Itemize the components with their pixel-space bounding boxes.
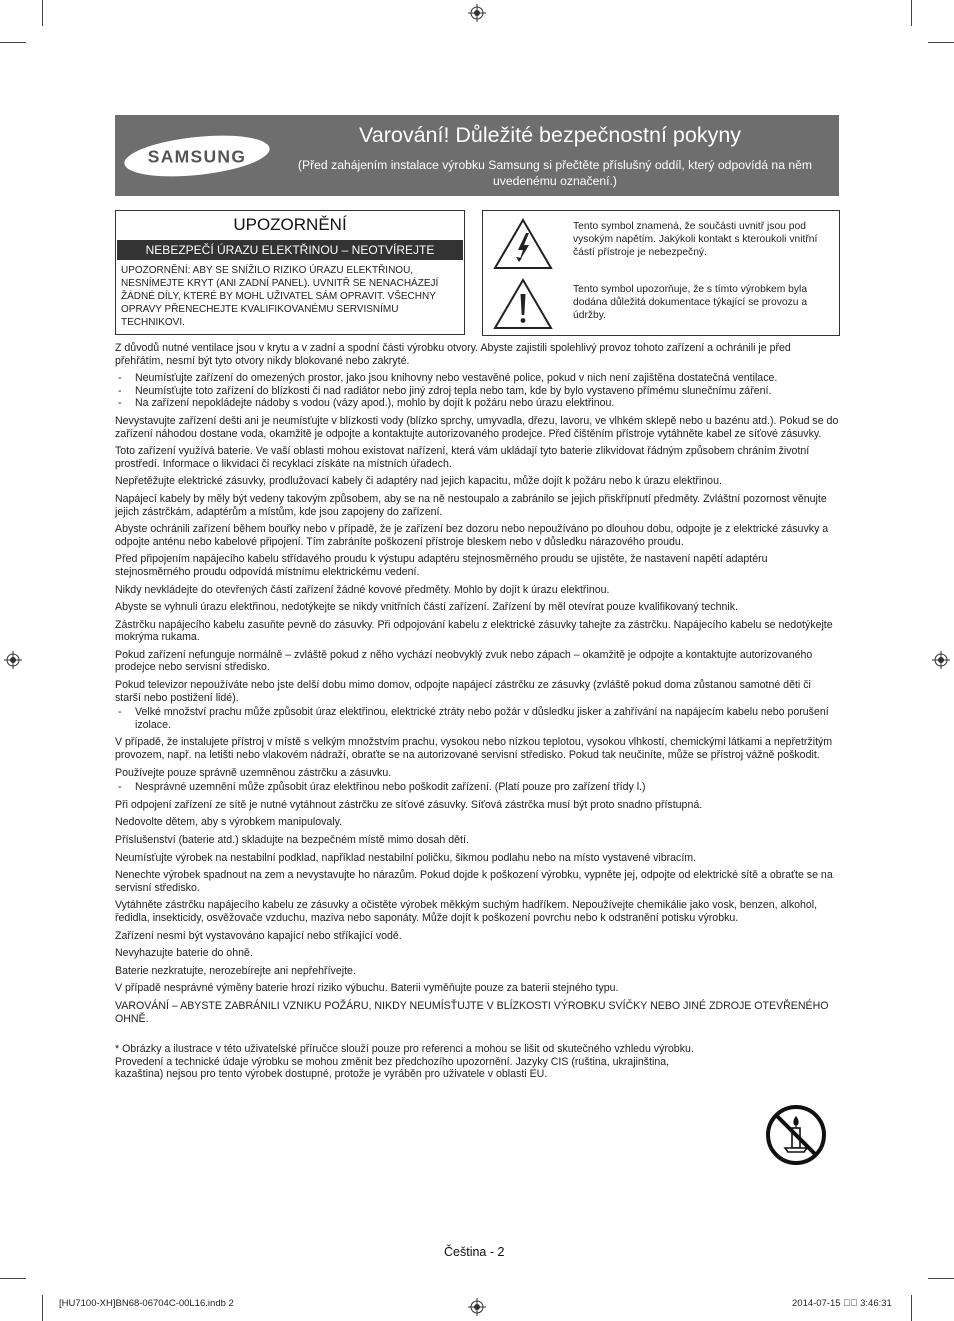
paragraph: Vytáhněte zástrčku napájecího kabelu ze zásuvky a očistěte výrobek měkkým suchým hadříkem. Nepoužívejte chemikálie jako vosk, benzen, alkohol, ředidla, insekticidy, osvěžovače vzduchu, maziva nebo saponáty. Může dojít k poškození povrchu nebo k odstranění potisku výrobku.	[115, 899, 818, 924]
header-banner	[115, 115, 839, 196]
paragraph: Příslušenství (baterie atd.) skladujte na bezpečném místě mimo dosah dětí.	[115, 834, 469, 846]
caution-subtitle: NEBEZPEČÍ ÚRAZU ELEKTŘINOU – NEOTVÍREJTE	[117, 240, 463, 260]
crop-mark	[928, 1278, 954, 1279]
crop-mark	[42, 1295, 43, 1321]
paragraph: Toto zařízení využívá baterie. Ve vaší oblasti mohou existovat nařízení, která vám ukládají tyto baterie zlikvidovat řádným způsobem chráním životní prostředí. Informace o likvidaci či recyklaci získáte na místních úřadech.	[115, 445, 810, 470]
paragraph: Z důvodů nutné ventilace jsou v krytu a v zadní a spodní části výrobku otvory. Abyste zajistili spolehlivý provoz tohoto zařízení a ochránili je před přehřátím, nesmí být tyto otvory nikdy blokované nebo zakryté.	[115, 342, 791, 367]
registration-mark-icon	[4, 651, 22, 669]
paragraph: Zařízení nesmí být vystavováno kapající nebo stříkající vodě.	[115, 929, 402, 942]
paragraph: Nenechte výrobek spadnout na zem a nevystavujte ho nárazům. Pokud dojde k poškození výrobku, vypněte jej, odpojte od elektrické sítě a obraťte se na servisní středisko.	[115, 869, 833, 894]
crop-mark	[911, 0, 912, 26]
page-subtitle: (Před zahájením instalace výrobku Samsung si přečtěte příslušný oddíl, který odpovídá na něm uvedenému označení.)	[297, 158, 813, 188]
registration-mark-icon	[932, 651, 950, 669]
caution-box	[115, 210, 465, 335]
page-number: Čeština - 2	[444, 1245, 505, 1259]
crop-mark	[0, 1278, 26, 1279]
paragraph: V případě, že instalujete přístroj v místě s velkým množstvím prachu, vysokou nebo nízkou teplotou, vysokou vlhkostí, chemickými látkami a nepřetržitým provozem, např. na letišti nebo vlakovém nádraží, obraťte se na autorizované servisní středisko. Pokud tak neučiníte, může se přístroj vážně poškodit.	[115, 736, 833, 762]
paragraph: Nepřetěžujte elektrické zásuvky, prodlužovací kabely či adaptéry nad jejich kapacitu, může dojít k požáru nebo k úrazu elektřinou.	[115, 475, 722, 488]
paragraph: Napájecí kabely by měly být vedeny takovým způsobem, aby se na ně nestoupalo a zabránilo se jejich přiskřípnutí předměty. Zvláštní pozornost věnujte jejich zástrčkám, adaptérům a místům, kde jsou zapojeny do zařízení.	[115, 492, 827, 518]
paragraph: Používejte pouze správně uzemněnou zástrčku a zásuvku.	[115, 766, 392, 779]
paragraph: Před připojením napájecího kabelu střídavého proudu k výstupu adaptéru stejnosměrného proudu se ujistěte, že nastavení napětí adaptéru stejnosměrného proudu odpovídá místnímu elektrickému vedení.	[115, 553, 768, 578]
list-item: - Na zařízení nepokládejte nádoby s vodou (vázy apod.), mohlo by dojít k požáru nebo úrazu elektřinou.	[115, 397, 839, 410]
crop-mark	[911, 1295, 912, 1321]
brand-text: SAMSUNG	[147, 146, 247, 167]
exclamation-warning-icon	[492, 277, 554, 331]
no-candle-icon	[765, 1104, 827, 1166]
symbol-description: Tento symbol znamená, že součásti uvnitř jsou pod vysokým napětím. Jakýkoli kontakt s kteroukoli vnitřní částí přístroje je nebezpečný.	[573, 221, 818, 258]
paragraph: Nevystavujte zařízení dešti ani je neumísťujte v blízkosti vody (blízko sprchy, umyvadla, dřezu, lavoru, ve vlhkém sklepě nebo u bazénu atd.). Pokud se do zařízení náhodou dostane voda, okamžitě je odpojte a kontaktujte autorizovaného prodejce. Před čištěním přístroje vytáhněte kabel ze síťové zásuvky.	[115, 414, 839, 440]
safety-instructions	[115, 342, 839, 1086]
paragraph: Zástrčku napájecího kabelu zasuňte pevně do zásuvky. Při odpojování kabelu z elektrické zásuvky tahejte za zástrčku. Napájecího kabelu se nedotýkejte mokrýma rukama.	[115, 618, 833, 644]
paragraph: Abyste se vyhnuli úrazu elektřinou, nedotýkejte se nikdy vnitřních částí zařízení. Zařízení by měl otevírat pouze kvalifikovaný technik.	[115, 601, 738, 614]
crop-mark	[42, 0, 43, 26]
crop-mark	[928, 42, 954, 43]
paragraph: Nevyhazujte baterie do ohně.	[115, 947, 253, 960]
paragraph: Při odpojení zařízení ze sítě je nutné vytáhnout zástrčku ze síťové zásuvky. Síťová zástrčka musí být proto snadno přístupná.	[115, 798, 703, 811]
caution-text: UPOZORNĚNÍ: ABY SE SNÍŽILO RIZIKO ÚRAZU ELEKTŘINOU, NESNÍMEJTE KRYT (ANI ZADNÍ PANEL). UVNITŘ SE NENACHÁZEJÍ ŽÁDNÉ DÍLY, KTERÉ BY MOHL UŽIVATEL SÁM OPRAVIT. VŠECHNY OPRAVY PŘENECHEJTE KVALIFIKOVANÉMU SERVISNÍMU TECHNIKOVI.	[121, 265, 439, 328]
paragraph: Baterie nezkratujte, nerozebírejte ani nepřehřívejte.	[115, 964, 356, 977]
high-voltage-icon	[492, 217, 554, 271]
paragraph: Nedovolte dětem, aby s výrobkem manipulovaly.	[115, 816, 343, 829]
paragraph: Abyste ochránili zařízení během bouřky nebo v případě, že je zařízení bez dozoru nebo nepoužíváno po dlouhou dobu, odpojte je z elektrické zásuvky a odpojte anténu nebo kabelové připojení. Tím zabráníte poškození přístroje bleskem nebo v důsledku nárazového proudu.	[115, 523, 829, 548]
symbol-description: Tento symbol upozorňuje, že s tímto výrobkem byla dodána důležitá dokumentace týkající se provozu a údržby.	[573, 284, 808, 321]
paragraph: V případě nesprávné výměny baterie hrozí riziko výbuchu. Baterii vyměňujte pouze za baterii stejného typu.	[115, 982, 619, 995]
samsung-logo	[123, 135, 271, 177]
caution-title: UPOZORNĚNÍ	[233, 215, 347, 234]
crop-mark	[0, 42, 26, 43]
paragraph: Pokud televizor nepoužíváte nebo jste delší dobu mimo domov, odpojte napájecí zástrčku ze zásuvky (zvláště pokud doma zůstanou samotné děti či starší nebo postižení lidé).	[115, 679, 811, 704]
symbols-box	[482, 210, 840, 336]
paragraph: Nikdy nevkládejte do otevřených částí zařízení žádné kovové předměty. Mohlo by dojít k úrazu elektřinou.	[115, 583, 610, 596]
footer-timestamp: 2014-07-15 ￿￿ 3:46:31	[792, 1298, 892, 1309]
registration-mark-icon	[468, 4, 486, 22]
warning-paragraph: VAROVÁNÍ – ABYSTE ZABRÁNILI VZNIKU POŽÁRU, NIKDY NEUMÍSŤUJTE V BLÍZKOSTI VÝROBKU SVÍČKY NEBO JINÉ ZDROJE OTEVŘENÉHO OHNĚ.	[115, 999, 829, 1025]
footnote: * Obrázky a ilustrace v této uživatelské příručce slouží pouze pro referenci a mohou se lišit od skutečného vzhledu výrobku. Provedení a technické údaje výrobku se mohou změnit bez předchozího upozornění. Jazyky CIS (ruština, ukrajinština, kazaština) nejsou pro tento výrobek dostupné, protože je vyráběn pro uživatele v oblasti EU.	[115, 1043, 694, 1081]
registration-mark-icon	[468, 1298, 486, 1316]
list-item: - Nesprávné uzemnění může způsobit úraz elektřinou nebo poškodit zařízení. (Platí pouze pro zařízení třídy l.)	[115, 781, 839, 794]
paragraph: Pokud zařízení nefunguje normálně – zvláště pokud z něho vychází neobvyklý zvuk nebo zápach – okamžitě je odpojte a kontaktujte autorizovaného prodejce nebo servisní středisko.	[115, 648, 813, 674]
footer-file-info: [HU7100-XH]BN68-06704C-00L16.indb 2	[59, 1298, 234, 1309]
list-item: - Neumísťujte toto zařízení do blízkosti či nad radiátor nebo jiný zdroj tepla nebo tam, kde by bylo vystaveno přímému slunečnímu záření.	[115, 385, 839, 398]
list-item: - Neumísťujte zařízení do omezených prostor, jako jsou knihovny nebo vestavěné police, pokud v nich není zajištěna dostatečná ventilace.	[115, 372, 839, 385]
paragraph: Neumísťujte výrobek na nestabilní podklad, například nestabilní poličku, šikmou podlahu nebo na místo vystavené vibracím.	[115, 851, 697, 864]
list-item: - Velké množství prachu může způsobit úraz elektřinou, elektrické ztráty nebo požár v důsledku jisker a zahřívání na napájecím kabelu nebo porušení izolace.	[115, 706, 839, 731]
page-title: Varování! Důležité bezpečnostní pokyny	[359, 123, 742, 147]
